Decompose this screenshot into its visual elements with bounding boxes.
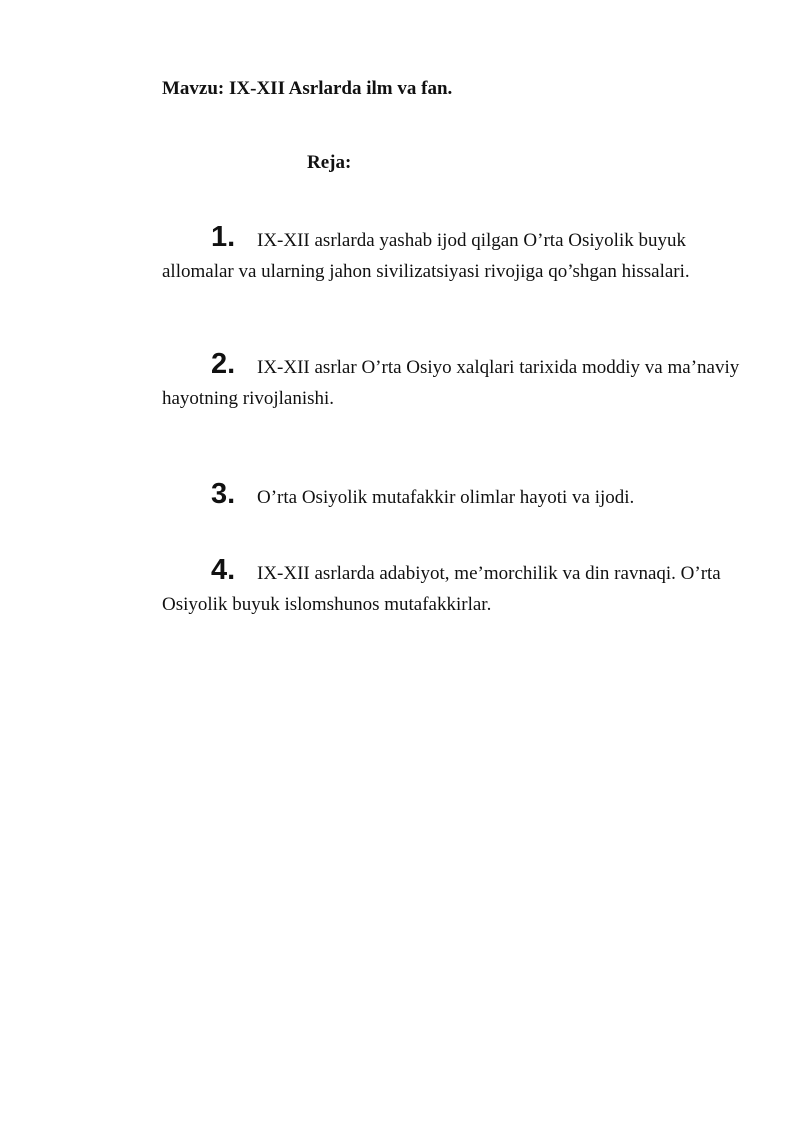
plan-item-1 [162, 222, 762, 287]
plan-item-number: 2. [211, 348, 236, 380]
plan-item-text: O’rta Osiyolik mutafakkir olimlar hayoti va ijodi. [257, 487, 635, 508]
plan-item-text: IX-XII asrlar O’rta Osiyo xalqlari tarixida moddiy va ma’naviy hayotning rivojlanishi. [162, 357, 740, 409]
plan-item-number: 1. [211, 221, 236, 253]
plan-item-2 [162, 349, 762, 414]
plan-heading: Reja: [307, 152, 352, 173]
document-title: Mavzu: IX-XII Asrlarda ilm va fan. [162, 78, 453, 99]
plan-item-number: 4. [211, 554, 236, 586]
plan-item-3 [162, 479, 762, 513]
plan-item-text: IX-XII asrlarda adabiyot, me’morchilik va din ravnaqi. O’rta Osiyolik buyuk islomshunos mutafakkirlar. [162, 563, 721, 615]
plan-item-4 [162, 555, 762, 620]
plan-item-text: IX-XII asrlarda yashab ijod qilgan O’rta Osiyolik buyuk allomalar va ularning jahon sivilizatsiyasi rivojiga qo’shgan hissalari. [162, 230, 690, 282]
plan-item-number: 3. [211, 478, 236, 510]
